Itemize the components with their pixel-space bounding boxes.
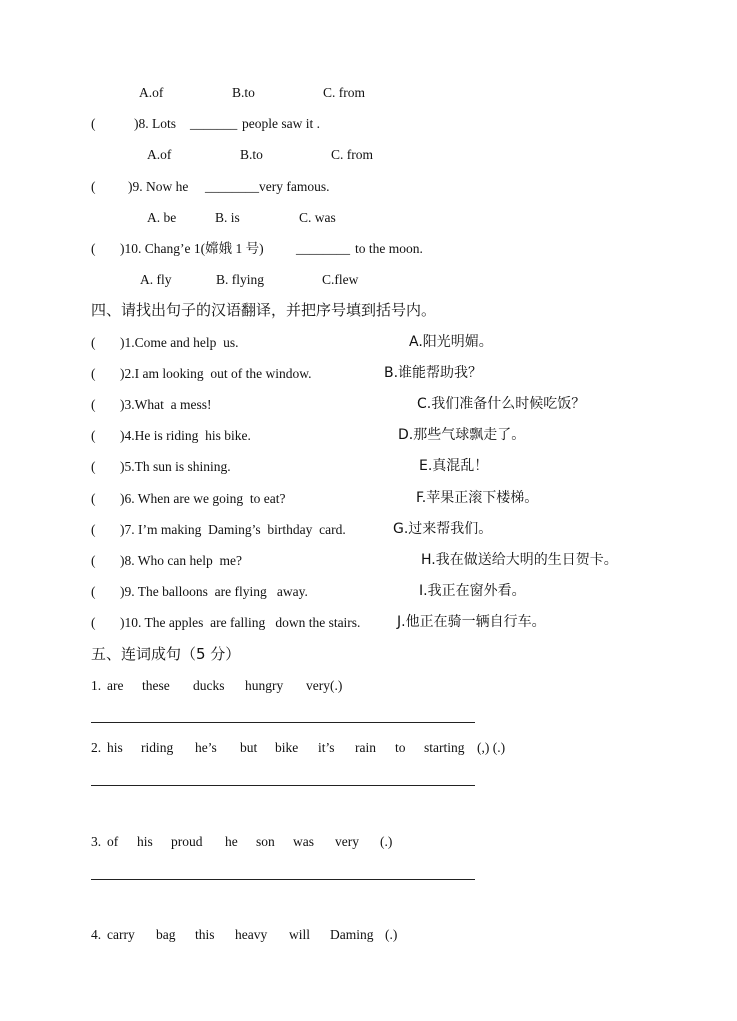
scrambled-word: ducks — [193, 678, 225, 693]
option-a: A.of — [147, 147, 172, 162]
option-a: A. fly — [140, 272, 172, 287]
question-9-rest: very famous. — [259, 179, 330, 194]
option-c: C. was — [299, 210, 336, 225]
answer-paren: ( — [91, 241, 96, 256]
english-sentence: )9. The balloons are flying away. — [120, 584, 308, 599]
scrambled-word: bike — [275, 740, 299, 755]
question-9-text: )9. Now he — [128, 179, 189, 194]
english-sentence: )10. The apples are falling down the stairs. — [120, 615, 361, 630]
item-number: 3. — [91, 834, 102, 849]
answer-line — [91, 879, 475, 880]
chinese-translation: H.我在做送给大明的生日贺卡。 — [421, 552, 618, 568]
scrambled-word: Daming — [330, 927, 374, 942]
section-4-heading: 四、请找出句子的汉语翻译，并把序号填到括号内。 — [91, 301, 437, 319]
scrambled-word: bag — [156, 927, 176, 942]
scrambled-word: he’s — [195, 740, 217, 755]
scrambled-word: riding — [141, 740, 174, 755]
answer-paren: ( — [91, 459, 96, 474]
item-number: 2. — [91, 740, 102, 755]
scrambled-word: hungry — [245, 678, 284, 693]
option-b: B. flying — [216, 272, 265, 287]
english-sentence: )4.He is riding his bike. — [120, 428, 251, 443]
scrambled-word: are — [107, 678, 124, 693]
answer-paren: ( — [91, 366, 96, 381]
answer-paren: ( — [91, 584, 96, 599]
option-c: C. from — [323, 85, 365, 100]
scrambled-word: proud — [171, 834, 203, 849]
answer-line — [91, 722, 475, 723]
scrambled-word: to — [395, 740, 406, 755]
answer-paren: ( — [91, 397, 96, 412]
option-c: C.flew — [322, 272, 359, 287]
scrambled-word: rain — [355, 740, 376, 755]
english-sentence: )3.What a mess! — [120, 397, 212, 412]
option-c: C. from — [331, 147, 373, 162]
scrambled-word: it’s — [318, 740, 335, 755]
scrambled-word: (.) — [380, 834, 393, 849]
question-10-text: )10. Chang’e 1(嫦娥 1 号) — [120, 241, 264, 256]
option-a: A. be — [147, 210, 177, 225]
scrambled-word: but — [240, 740, 258, 755]
answer-paren: ( — [91, 428, 96, 443]
question-8-rest: people saw it . — [242, 116, 320, 131]
english-sentence: )6. When are we going to eat? — [120, 491, 286, 506]
english-sentence: )2.I am looking out of the window. — [120, 366, 312, 381]
option-b: B.to — [240, 147, 263, 162]
scrambled-word: carry — [107, 927, 135, 942]
scrambled-word: son — [256, 834, 275, 849]
english-sentence: )8. Who can help me? — [120, 553, 242, 568]
chinese-translation: J.他正在骑一辆自行车。 — [397, 614, 546, 630]
item-number: 1. — [91, 678, 102, 693]
scrambled-word: of — [107, 834, 119, 849]
chinese-translation: D.那些气球飘走了。 — [398, 427, 526, 443]
chinese-translation: E.真混乱！ — [419, 458, 489, 474]
chinese-translation: F.苹果正滚下楼梯。 — [416, 490, 539, 506]
answer-line — [91, 785, 475, 786]
question-8-blank: _______ — [190, 116, 238, 131]
scrambled-word: these — [142, 678, 170, 693]
option-b: B. is — [215, 210, 240, 225]
scrambled-word: this — [195, 927, 215, 942]
english-sentence: )1.Come and help us. — [120, 335, 239, 350]
chinese-translation: B.谁能帮助我？ — [384, 365, 483, 381]
question-9-blank: ________ — [205, 179, 259, 194]
scrambled-word: very — [335, 834, 359, 849]
answer-paren: ( — [91, 491, 96, 506]
option-b: B.to — [232, 85, 255, 100]
question-10-rest: to the moon. — [355, 241, 423, 256]
answer-paren: ( — [91, 179, 96, 194]
chinese-translation: G.过来帮我们。 — [393, 521, 493, 537]
scrambled-word: will — [289, 927, 311, 942]
english-sentence: )5.Th sun is shining. — [120, 459, 231, 474]
scrambled-word: starting — [424, 740, 465, 755]
chinese-translation: A.阳光明媚。 — [409, 334, 493, 350]
section-5-heading: 五、连词成句（5 分） — [91, 645, 241, 663]
scrambled-word: (.) — [385, 927, 398, 942]
answer-paren: ( — [91, 335, 96, 350]
scrambled-word: was — [293, 834, 314, 849]
chinese-translation: I.我正在窗外看。 — [419, 583, 526, 599]
english-sentence: )7. I’m making Daming’s birthday card. — [120, 522, 346, 537]
item-number: 4. — [91, 927, 102, 942]
scrambled-word: his — [137, 834, 153, 849]
scrambled-word: heavy — [235, 927, 268, 942]
option-a: A.of — [139, 85, 164, 100]
scrambled-word: very(.) — [306, 678, 343, 693]
scrambled-word: (,) (.) — [477, 740, 506, 755]
question-8-text: )8. Lots — [134, 116, 176, 131]
answer-paren: ( — [91, 116, 96, 131]
answer-paren: ( — [91, 553, 96, 568]
answer-paren: ( — [91, 522, 96, 537]
chinese-translation: C.我们准备什么时候吃饭？ — [417, 396, 586, 412]
scrambled-word: he — [225, 834, 238, 849]
question-10-blank: ________ — [296, 241, 350, 256]
scrambled-word: his — [107, 740, 123, 755]
answer-paren: ( — [91, 615, 96, 630]
